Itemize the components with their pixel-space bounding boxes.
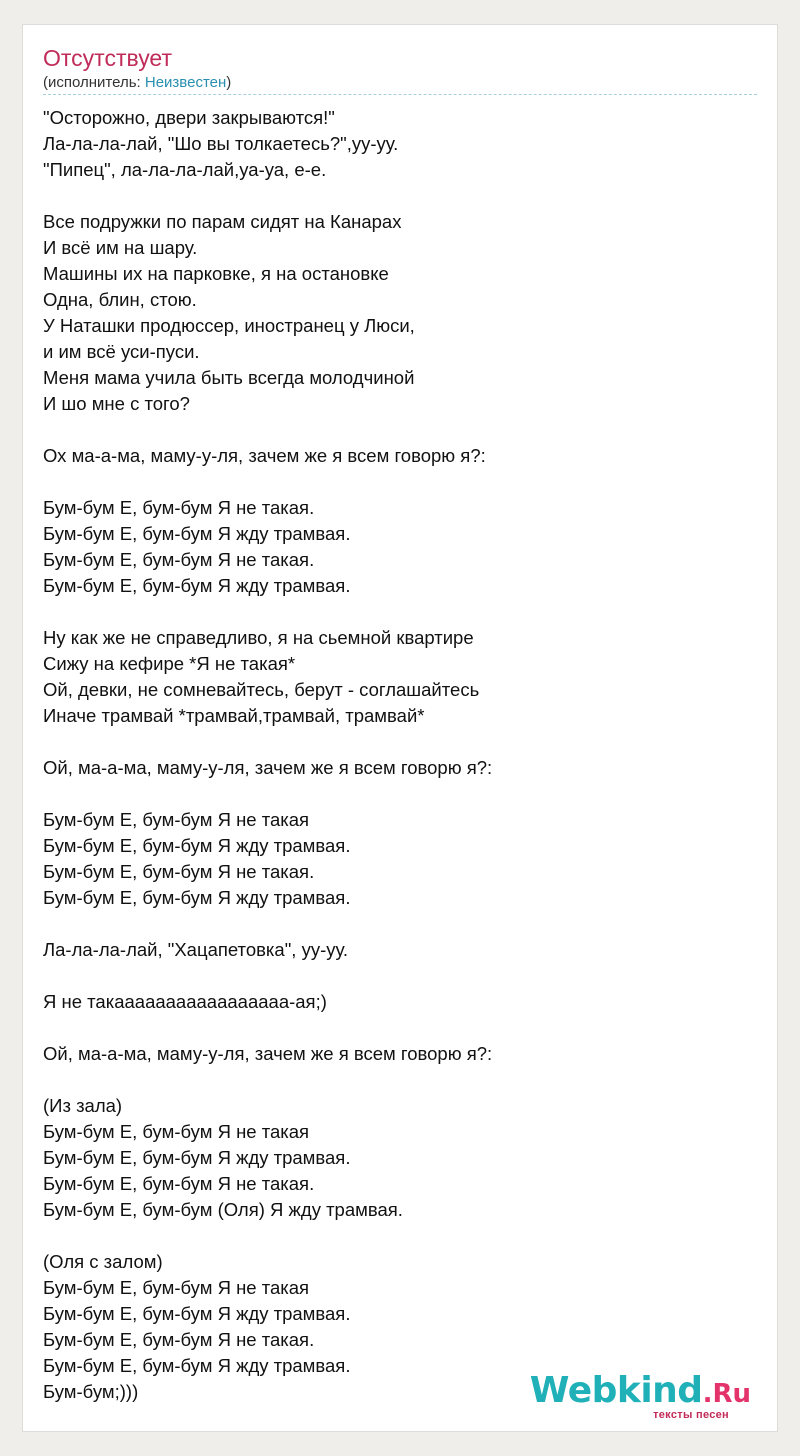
lyric-line: У Наташки продюссер, иностранец у Люси, [43,315,415,336]
lyric-line: Бум-бум Е, бум-бум Я не такая. [43,861,315,882]
lyric-line: Иначе трамвай *трамвай,трамвай, трамвай* [43,705,425,726]
lyric-line: и им всё уси-пуси. [43,341,200,362]
lyric-line: Меня мама учила быть всегда молодчиной [43,367,415,388]
song-title: Отсутствует [43,45,172,71]
lyric-line: Ну как же не справедливо, я на сьемной квартире [43,627,474,648]
lyric-line: (Из зала) [43,1095,123,1116]
lyric-line: Бум-бум Е, бум-бум Я не такая. [43,497,315,518]
lyric-line: Бум-бум Е, бум-бум Я не такая [43,1121,310,1142]
lyric-line [43,963,743,989]
lyric-line [43,599,743,625]
lyric-line [43,1067,743,1093]
lyric-line: Бум-бум Е, бум-бум Я жду трамвая. [43,1355,351,1376]
logo-suffix-text: .Ru [702,1379,751,1409]
artist-link[interactable]: Неизвестен [144,74,227,91]
lyric-line: Ой, ма-а-ма, маму-у-ля, зачем же я всем говорю я?: [43,757,493,778]
lyrics-card [22,24,778,1432]
lyric-line [43,469,743,495]
lyric-line: "Пипец", ла-ла-ла-лай,уа-уа, е-е. [43,159,327,180]
lyric-line: Бум-бум Е, бум-бум Я не такая. [43,549,315,570]
lyric-line: Сижу на кефире *Я не такая* [43,653,296,674]
lyric-line: Ла-ла-ла-лай, "Шо вы толкаетесь?",уу-уу. [43,133,399,154]
artist-suffix: ) [226,74,232,91]
lyric-line: И всё им на шару. [43,237,198,258]
lyric-line [43,1015,743,1041]
lyric-line: Бум-бум Е, бум-бум Я не такая [43,1277,310,1298]
lyric-line: Все подружки по парам сидят на Канарах [43,211,402,232]
lyric-line: Машины их на парковке, я на остановке [43,263,389,284]
lyric-line: Бум-бум;))) [43,1381,139,1402]
logo-main-text: Webkind [529,1370,703,1411]
lyric-line [43,911,743,937]
title-divider [43,94,757,95]
lyric-line: Я не такааааааааааааааааа-ая;) [43,991,327,1012]
lyric-line: И шо мне с того? [43,393,190,414]
lyric-line [43,417,743,443]
lyric-line: Ла-ла-ла-лай, "Хацапетовка", уу-уу. [43,939,349,960]
logo-wordmark [530,1371,751,1414]
lyric-line: Бум-бум Е, бум-бум Я жду трамвая. [43,1303,351,1324]
lyric-line: Бум-бум Е, бум-бум Я жду трамвая. [43,835,351,856]
lyric-line: Ох ма-а-ма, маму-у-ля, зачем же я всем говорю я?: [43,445,486,466]
lyric-line: (Оля с залом) [43,1251,163,1272]
lyric-line [43,781,743,807]
lyric-line: Бум-бум Е, бум-бум Я жду трамвая. [43,887,351,908]
lyric-line: Бум-бум Е, бум-бум Я не такая [43,809,310,830]
lyric-line: Бум-бум Е, бум-бум (Оля) Я жду трамвая. [43,1199,403,1220]
lyrics-text [43,105,743,1405]
lyric-line: "Осторожно, двери закрываются!" [43,107,335,128]
lyric-line [43,1223,743,1249]
logo-tagline: тексты песен [653,1409,729,1421]
lyric-line [43,183,743,209]
lyric-line: Бум-бум Е, бум-бум Я жду трамвая. [43,575,351,596]
lyric-line [43,729,743,755]
lyric-line: Одна, блин, стою. [43,289,197,310]
lyric-line: Бум-бум Е, бум-бум Я жду трамвая. [43,523,351,544]
lyric-line: Ой, девки, не сомневайтесь, берут - соглашайтесь [43,679,480,700]
artist-line [43,74,231,92]
lyric-line: Ой, ма-а-ма, маму-у-ля, зачем же я всем говорю я?: [43,1043,493,1064]
lyric-line: Бум-бум Е, бум-бум Я не такая. [43,1329,315,1350]
webkind-logo[interactable] [529,1370,751,1427]
lyric-line: Бум-бум Е, бум-бум Я жду трамвая. [43,1147,351,1168]
artist-prefix: (исполнитель: [43,74,145,91]
lyric-line: Бум-бум Е, бум-бум Я не такая. [43,1173,315,1194]
